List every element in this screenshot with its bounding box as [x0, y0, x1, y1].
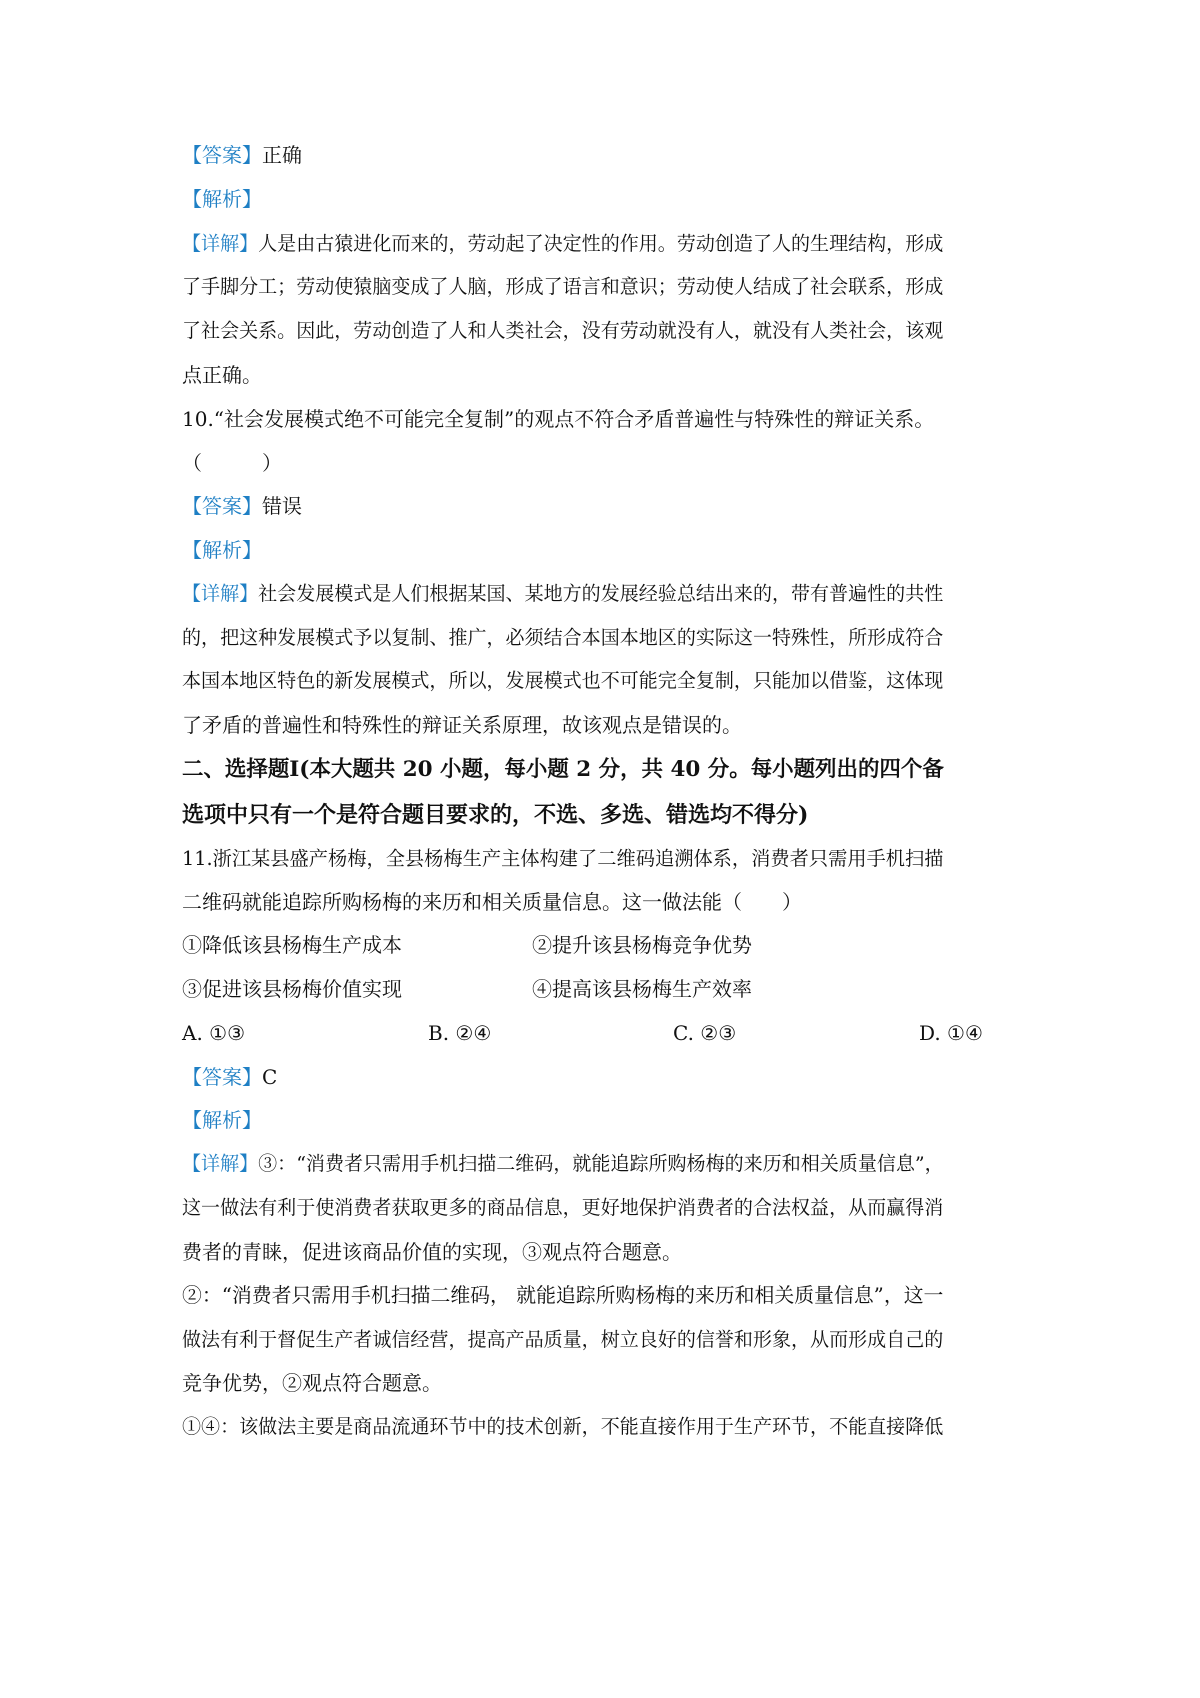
paragraph-text: ②：“消费者只需用手机扫描二维码， 就能追踪所购杨梅的来历和相关质量信息”，这一 — [182, 1284, 944, 1307]
q9-answer: 正确 — [262, 143, 302, 167]
q9-detail-line — [182, 230, 943, 258]
q11-analysis-line — [182, 1106, 262, 1134]
paragraph-text: 的，把这种发展模式予以复制、推广，必须结合本国本地区的实际这一特殊性，所形成符合 — [182, 627, 944, 649]
paragraph-text: 做法有利于督促生产者诚信经营，提高产品质量，树立良好的信誉和形象，从而形成自己的 — [182, 1329, 944, 1351]
q10-answer-line — [182, 492, 302, 520]
paragraph-text: 点正确。 — [182, 363, 262, 387]
q10-analysis-line — [182, 536, 262, 564]
section-heading: 二、选择题Ⅰ(本大题共 20 小题，每小题 2 分，共 40 分。每小题列出的四个备 — [182, 757, 944, 782]
paragraph-text: 人是由古猿进化而来的，劳动起了决定性的作用。劳动创造了人的生理结构，形成 — [258, 233, 944, 255]
analysis-label: 【解析】 — [182, 538, 262, 562]
q10-answer: 错误 — [262, 494, 302, 518]
paragraph-text: 本国本地区特色的新发展模式，所以，发展模式也不可能完全复制，只能加以借鉴，这体现 — [182, 670, 944, 692]
answer-label: 【答案】 — [182, 494, 262, 518]
analysis-label: 【解析】 — [182, 187, 262, 211]
paragraph-text: 了矛盾的普遍性和特殊性的辩证关系原理，故该观点是错误的。 — [182, 713, 742, 737]
paragraph-text: ①④：该做法主要是商品流通环节中的技术创新，不能直接作用于生产环节，不能直接降低 — [182, 1416, 944, 1438]
detail-label: 【详解】 — [182, 233, 259, 255]
q11-choice-b: B. ②④ — [428, 1021, 492, 1045]
paragraph-text: ③：“消费者只需用手机扫描二维码，就能追踪所购杨梅的来历和相关质量信息”， — [258, 1153, 944, 1175]
q11-statement: ③促进该县杨梅价值实现 — [182, 977, 402, 1001]
q11-choice-c: C. ②③ — [673, 1021, 737, 1045]
q11-stem: 二维码就能追踪所购杨梅的来历和相关质量信息。这一做法能（ ） — [182, 890, 802, 914]
q10-detail-line — [182, 580, 943, 608]
q11-answer-line — [182, 1063, 277, 1091]
q11-choice-d: D. ①④ — [919, 1021, 983, 1045]
q11-answer: C — [262, 1065, 278, 1089]
section-heading: 选项中只有一个是符合题目要求的，不选、多选、错选均不得分) — [182, 802, 809, 828]
q11-statement: ②提升该县杨梅竞争优势 — [532, 933, 752, 957]
paragraph-text: 社会发展模式是人们根据某国、某地方的发展经验总结出来的，带有普遍性的共性 — [258, 583, 944, 605]
analysis-label: 【解析】 — [182, 1108, 262, 1132]
detail-label: 【详解】 — [182, 583, 259, 605]
q11-stem: 11.浙江某县盛产杨梅，全县杨梅生产主体构建了二维码追溯体系，消费者只需用手机扫描 — [182, 847, 944, 870]
q10-stem: 10.“社会发展模式绝不可能完全复制”的观点不符合矛盾普遍性与特殊性的辩证关系。 — [182, 407, 935, 431]
paragraph-text: 这一做法有利于使消费者获取更多的商品信息，更好地保护消费者的合法权益，从而赢得消 — [182, 1197, 944, 1219]
detail-label: 【详解】 — [182, 1153, 259, 1175]
q9-answer-line — [182, 141, 302, 169]
paragraph-text: 竞争优势，②观点符合题意。 — [182, 1371, 442, 1395]
q11-detail-line — [182, 1150, 944, 1178]
paragraph-text: 费者的青睐，促进该商品价值的实现，③观点符合题意。 — [182, 1240, 682, 1264]
answer-label: 【答案】 — [182, 1065, 262, 1089]
answer-label: 【答案】 — [182, 143, 262, 167]
q9-analysis-line — [182, 185, 262, 213]
q10-blank: （ ） — [182, 451, 282, 475]
q11-statement: ①降低该县杨梅生产成本 — [182, 933, 402, 957]
q11-choice-a: A. ①③ — [182, 1021, 246, 1045]
q11-statement: ④提高该县杨梅生产效率 — [532, 977, 752, 1001]
paragraph-text: 了社会关系。因此，劳动创造了人和人类社会，没有劳动就没有人，就没有人类社会，该观 — [182, 320, 944, 342]
paragraph-text: 了手脚分工；劳动使猿脑变成了人脑，形成了语言和意识；劳动使人结成了社会联系，形成 — [182, 276, 944, 298]
